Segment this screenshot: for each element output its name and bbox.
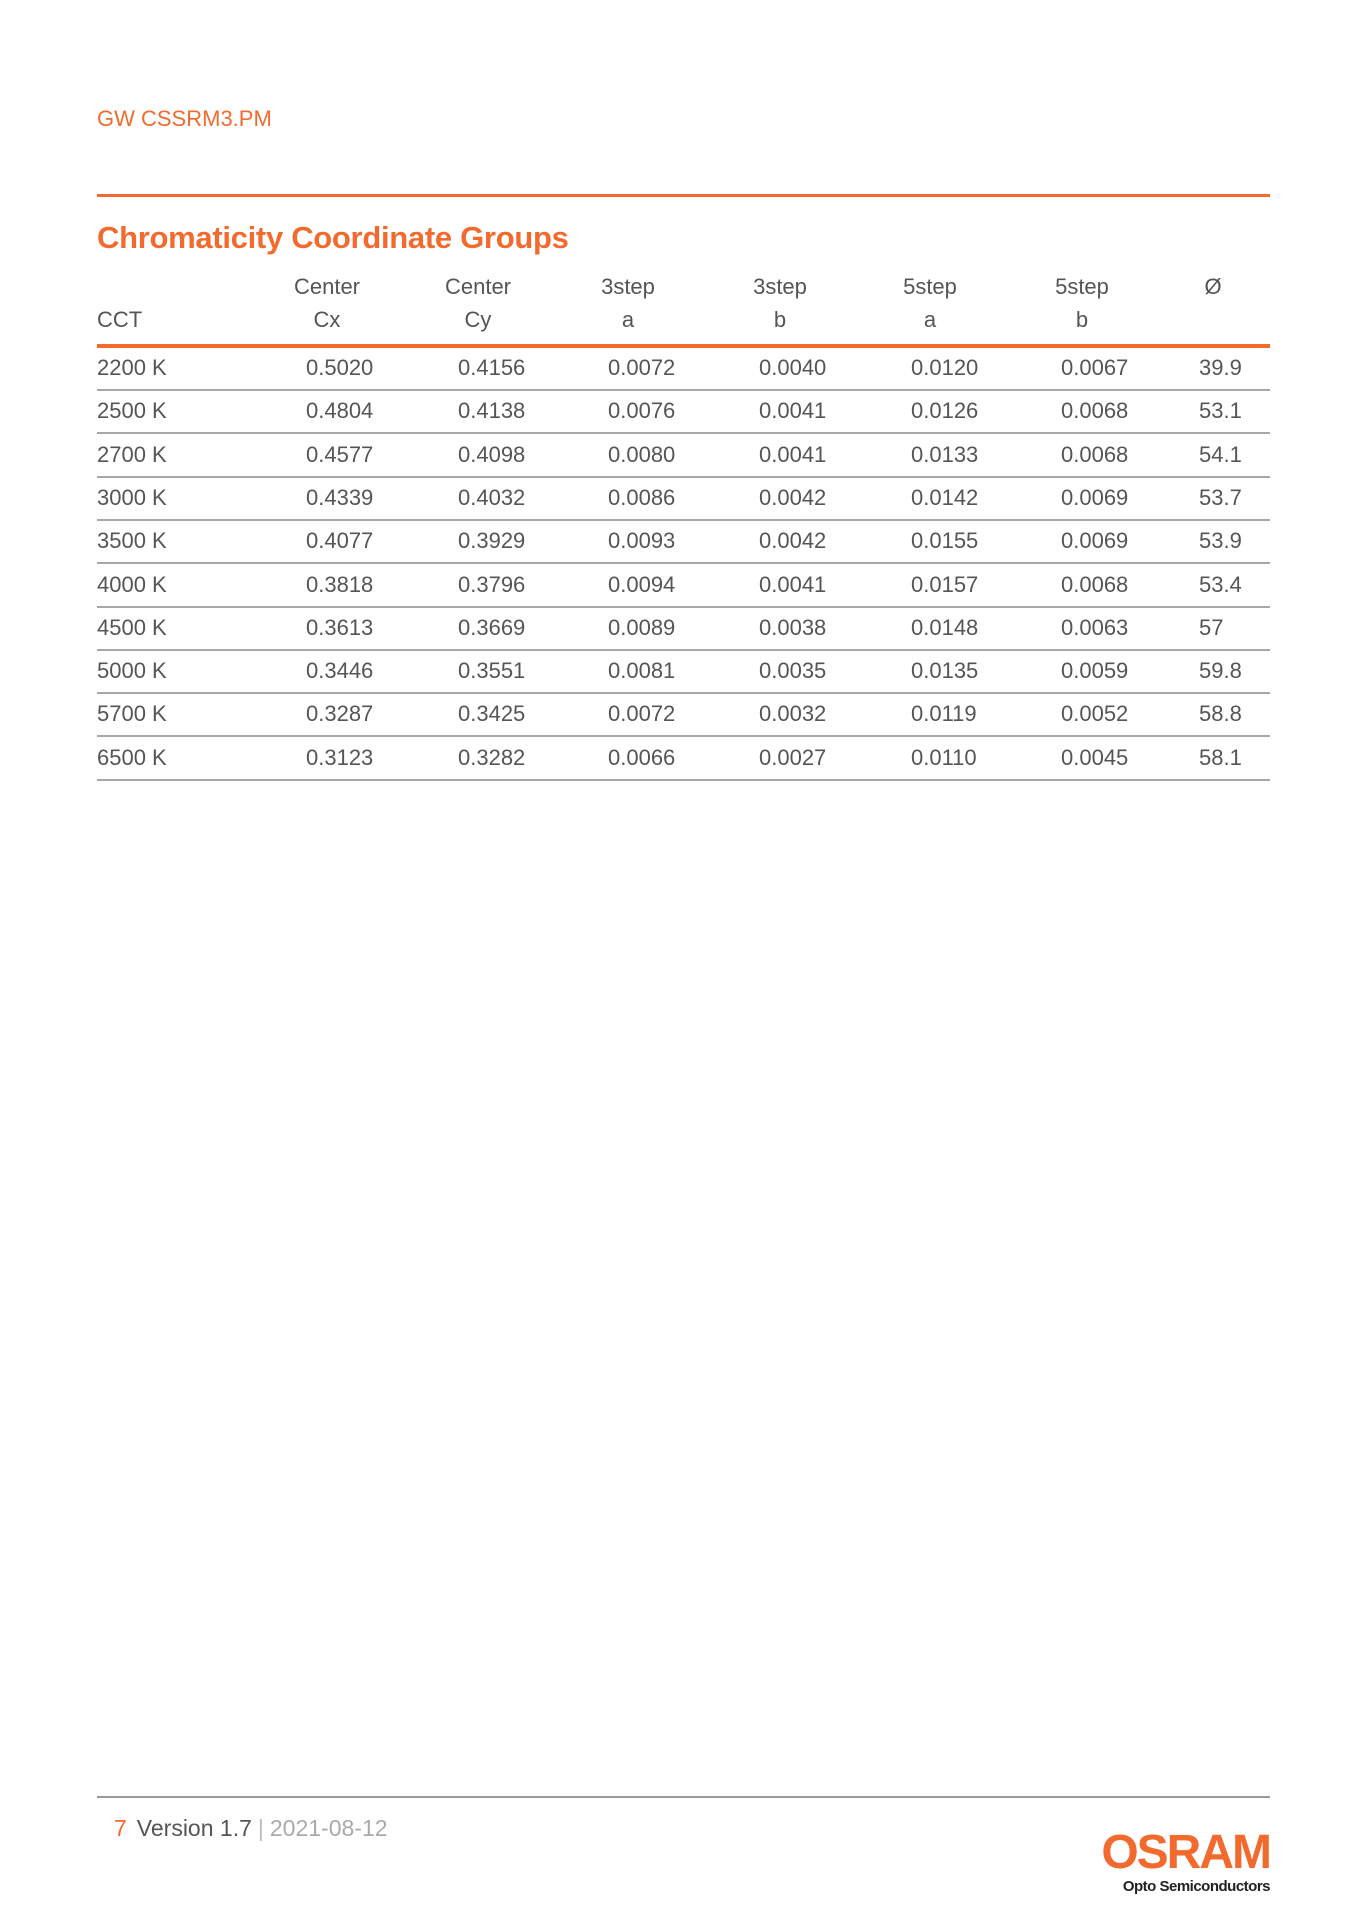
table-cell: 0.0089 — [608, 614, 676, 640]
table-cell: 0.0119 — [911, 701, 977, 727]
table-cell: 0.0069 — [1061, 528, 1129, 554]
table-row — [97, 651, 1270, 694]
document-id: GW CSSRM3.PM — [97, 106, 272, 131]
table-row — [97, 608, 1270, 651]
table-cell: 0.0155 — [911, 528, 979, 554]
column-header: CCT — [97, 307, 143, 332]
column-header: b — [1075, 307, 1089, 332]
table-cell: 2500 K — [97, 398, 167, 424]
table-cell: 0.0035 — [759, 658, 827, 684]
column-header: a — [923, 307, 937, 332]
table-cell: 0.3282 — [458, 744, 526, 770]
table-cell: 3000 K — [97, 484, 167, 510]
table-cell: 4500 K — [97, 614, 167, 640]
table-cell: 0.0068 — [1061, 398, 1129, 424]
table-cell: 0.0027 — [759, 744, 827, 770]
table-cell: 6500 K — [97, 744, 167, 770]
table-cell: 0.0059 — [1061, 658, 1129, 684]
table-cell: 0.0086 — [608, 484, 676, 510]
table-cell: 53.9 — [1199, 528, 1242, 554]
column-header: 5step — [1055, 274, 1109, 299]
table-cell: 2700 K — [97, 441, 167, 467]
column-header: Cy — [464, 307, 492, 332]
separator: | — [257, 1815, 264, 1841]
table-cell: 0.0142 — [911, 484, 979, 510]
logo-wordmark: OSRAM — [1101, 1826, 1270, 1879]
table-cell: 0.4156 — [458, 355, 526, 380]
table-cell: 3500 K — [97, 528, 167, 554]
column-header: a — [621, 307, 635, 332]
table-cell: 0.3669 — [458, 614, 526, 640]
column-header: Center — [293, 274, 361, 299]
table-cell: 0.0072 — [608, 355, 676, 380]
table-cell: 0.4077 — [306, 528, 374, 554]
table-row — [97, 391, 1270, 434]
table-cell: 0.0068 — [1061, 571, 1129, 597]
logo-subtitle: Opto Semiconductors — [1122, 1878, 1270, 1895]
table-cell: 0.0093 — [608, 528, 676, 554]
table-cell: 0.4032 — [458, 484, 526, 510]
column-header: 3step — [753, 274, 807, 299]
table-cell: 0.0063 — [1061, 614, 1129, 640]
table-cell: 57 — [1199, 614, 1224, 640]
version: Version 1.7 — [136, 1815, 252, 1841]
table-cell: 0.4804 — [306, 398, 374, 424]
table-cell: 0.3796 — [458, 571, 526, 597]
table-cell: 0.0120 — [911, 355, 979, 380]
table-row — [97, 521, 1270, 564]
table-cell: 58.1 — [1199, 744, 1242, 770]
table-cell: 0.3425 — [458, 701, 526, 727]
table-cell: 54.1 — [1199, 441, 1242, 467]
column-header: b — [773, 307, 787, 332]
table-cell: 0.0042 — [759, 528, 827, 554]
table-cell: 0.3818 — [306, 571, 374, 597]
column-header: 5step — [903, 274, 957, 299]
table-cell: 0.0040 — [759, 355, 827, 380]
table-cell: 53.4 — [1199, 571, 1242, 597]
table-cell: 0.3123 — [306, 744, 374, 770]
table-cell: 0.3929 — [458, 528, 526, 554]
table-cell: 5000 K — [97, 658, 167, 684]
page-number: 7 — [114, 1815, 127, 1841]
osram-logo — [1101, 1828, 1270, 1895]
footer-info — [114, 1815, 388, 1842]
table-cell: 0.0133 — [911, 441, 979, 467]
table-cell: 0.3613 — [306, 614, 374, 640]
table-cell: 0.0041 — [759, 398, 827, 424]
table-cell: 2200 K — [97, 355, 167, 380]
table-row — [97, 565, 1270, 608]
table-cell: 0.0067 — [1061, 355, 1129, 380]
table-row — [97, 694, 1270, 737]
table-cell: 4000 K — [97, 571, 167, 597]
table-cell: 0.0157 — [911, 571, 979, 597]
table-cell: 0.0032 — [759, 701, 827, 727]
table-cell: 0.0068 — [1061, 441, 1129, 467]
table-cell: 58.8 — [1199, 701, 1242, 727]
table-cell: 0.0052 — [1061, 701, 1129, 727]
column-header: Cx — [313, 307, 341, 332]
table-cell: 0.3551 — [458, 658, 526, 684]
section-title: Chromaticity Coordinate Groups — [97, 220, 569, 255]
table-cell: 0.0066 — [608, 744, 676, 770]
table-cell: 0.0041 — [759, 441, 827, 467]
table-cell: 0.0045 — [1061, 744, 1129, 770]
table-row — [97, 435, 1270, 478]
table-cell: 0.0148 — [911, 614, 979, 640]
footer-divider — [97, 1796, 1270, 1798]
table-cell: 0.0072 — [608, 701, 676, 727]
table-cell: 0.0126 — [911, 398, 979, 424]
table-row — [97, 348, 1270, 391]
table-cell: 39.9 — [1199, 355, 1242, 380]
table-row — [97, 738, 1270, 781]
table-cell: 0.5020 — [306, 355, 374, 380]
table-cell: 0.0076 — [608, 398, 676, 424]
table-cell: 53.1 — [1199, 398, 1242, 424]
column-header: Center — [444, 274, 512, 299]
table-cell: 0.4138 — [458, 398, 526, 424]
table-cell: 0.0041 — [759, 571, 827, 597]
date: 2021-08-12 — [269, 1815, 388, 1841]
table-cell: 0.0135 — [911, 658, 979, 684]
table-cell: 0.4339 — [306, 484, 374, 510]
table-cell: 0.0094 — [608, 571, 676, 597]
table-cell: 0.3287 — [306, 701, 374, 727]
table-cell: 5700 K — [97, 701, 167, 727]
table-cell: 0.4577 — [306, 441, 374, 467]
table-cell: 0.0110 — [911, 744, 977, 770]
table-cell: 0.0080 — [608, 441, 676, 467]
header-divider — [97, 194, 1270, 197]
table-cell: 0.3446 — [306, 658, 374, 684]
column-header: Ø — [1204, 274, 1222, 299]
table-cell: 0.0042 — [759, 484, 827, 510]
table-cell: 0.0038 — [759, 614, 827, 640]
table-cell: 0.4098 — [458, 441, 526, 467]
table-cell: 53.7 — [1199, 484, 1242, 510]
table-row — [97, 478, 1270, 521]
table-cell: 0.0069 — [1061, 484, 1129, 510]
column-header: 3step — [601, 274, 655, 299]
table-cell: 0.0081 — [608, 658, 676, 684]
table-cell: 59.8 — [1199, 658, 1242, 684]
